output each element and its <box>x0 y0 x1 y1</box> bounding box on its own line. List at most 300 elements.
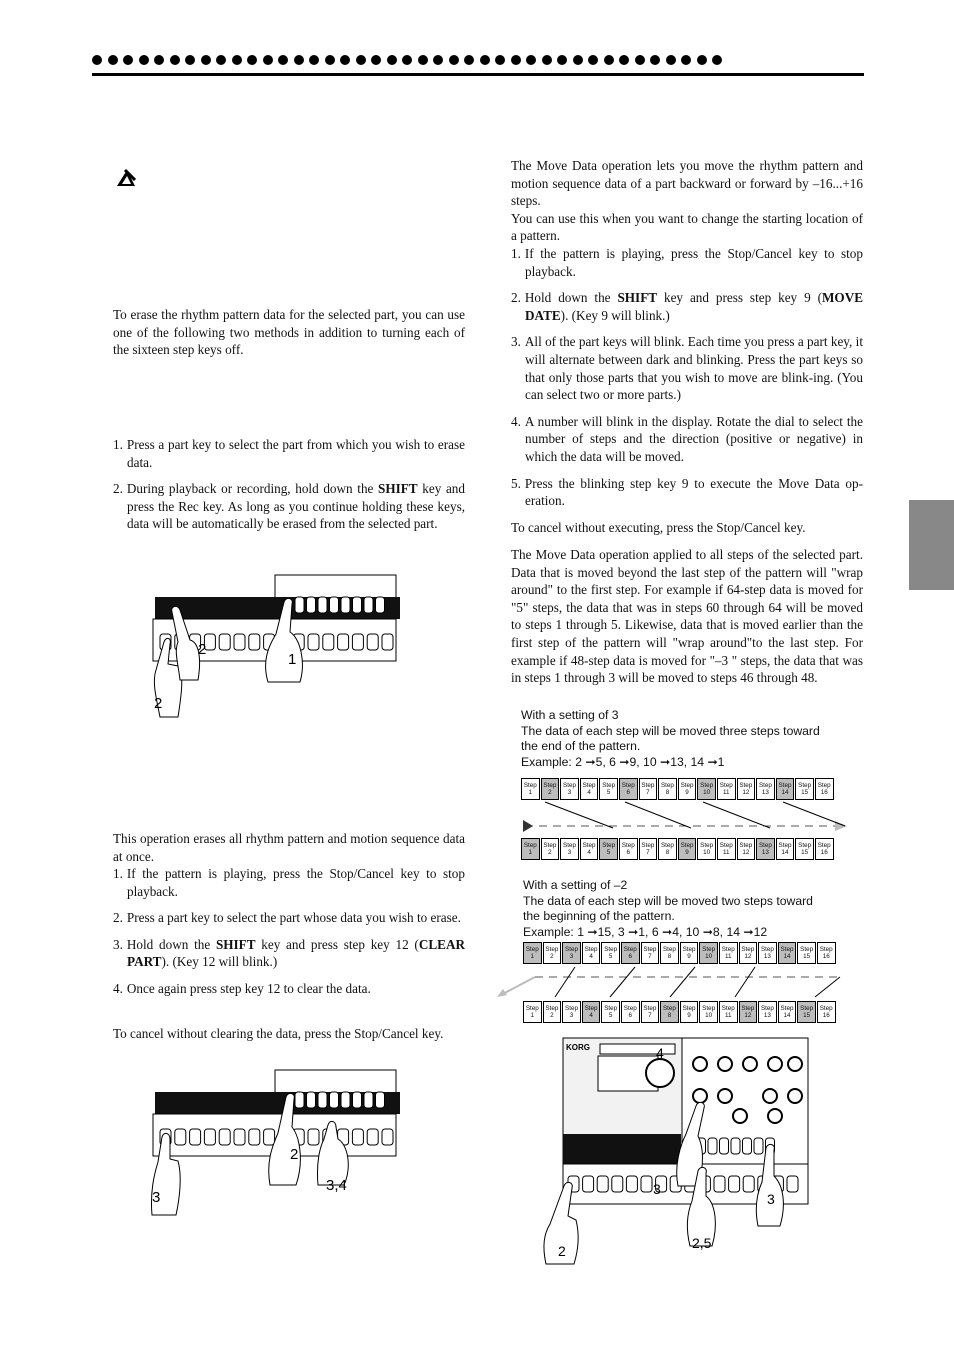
step-cell <box>776 838 795 860</box>
step-cell-word: Step <box>758 842 772 849</box>
step-cell <box>560 838 579 860</box>
step-cell-number: 11 <box>724 1012 732 1019</box>
step-number: 3. <box>511 334 521 350</box>
step-key <box>264 1129 275 1145</box>
header-dot <box>371 55 381 65</box>
header-rule <box>92 73 864 76</box>
step-cell-number: 10 <box>703 849 711 856</box>
step-cell-number: 7 <box>648 1012 652 1019</box>
step-cell-word: Step <box>778 842 792 849</box>
step-cell <box>639 838 658 860</box>
example2-heading: With a setting of –2 <box>523 878 628 892</box>
step-text: All of the part keys will blink. Each time you press a part key, it will alternate between dark and blinking. Press the part keys so that only those parts that you wish to move are blink-ing. (You can select two or more parts.) <box>524 334 863 403</box>
numbered-step <box>113 909 465 927</box>
header-dot <box>619 55 629 65</box>
step-cell-word: Step <box>798 842 812 849</box>
step-cell-number: 2 <box>548 789 552 796</box>
header-dot <box>139 55 149 65</box>
step-cell-number: 12 <box>744 1012 752 1019</box>
header-dot <box>557 55 567 65</box>
step-cell-number: 14 <box>781 849 789 856</box>
step-cell <box>817 1001 836 1023</box>
step-cell <box>739 1001 758 1023</box>
fig3-label: 3 <box>767 1191 775 1207</box>
step-text: During playback or recording, hold down the <box>126 481 379 497</box>
header-dot <box>433 55 443 65</box>
step-cell <box>562 942 581 964</box>
fig3-label: 4 <box>656 1045 664 1061</box>
step-cell-word: Step <box>798 782 812 789</box>
step-cell-word: Step <box>621 842 635 849</box>
step-cell-number: 9 <box>685 849 689 856</box>
step-key <box>353 1092 362 1108</box>
step-cell-word: Step <box>700 782 714 789</box>
header-dot <box>604 55 614 65</box>
example1-bottom-row <box>521 838 835 860</box>
example2-arrows <box>495 965 855 1001</box>
step-cell-number: 11 <box>724 953 732 960</box>
step-key <box>754 1138 763 1154</box>
step-cell-word: Step <box>582 782 596 789</box>
step-cell-word: Step <box>702 1005 716 1012</box>
step-key <box>219 634 230 650</box>
step-cell-word: Step <box>525 1005 539 1012</box>
step-bold: SHIFT <box>215 936 256 952</box>
header-dot <box>418 55 428 65</box>
knob-icon <box>768 1109 782 1123</box>
step-cell <box>756 778 775 800</box>
step-cell-word: Step <box>680 842 694 849</box>
step-cell <box>621 942 640 964</box>
step-cell <box>641 942 660 964</box>
step-text: key and press the Rec key. As long as you continue holding these keys, data will be automatically be erased from the selected part. <box>127 481 465 532</box>
step-cell-number: 3 <box>567 789 572 796</box>
step-cell <box>678 838 697 860</box>
step-cell <box>541 778 560 800</box>
step-cell <box>797 942 816 964</box>
step-cell-word: Step <box>682 1005 696 1012</box>
step-key <box>295 597 304 613</box>
step-cell-word: Step <box>719 842 733 849</box>
figure-erase-keys <box>150 572 400 722</box>
step-text: ). (Key 12 will blink.) <box>161 954 278 970</box>
header-dot-row <box>92 55 762 67</box>
step-bold: SHIFT <box>378 481 418 497</box>
step-cell-number: 13 <box>763 1012 771 1019</box>
move-steps <box>511 245 863 519</box>
step-cell-number: 16 <box>820 849 828 856</box>
step-cell-number: 14 <box>781 789 789 796</box>
step-key <box>731 1138 740 1154</box>
step-cell-number: 9 <box>687 1012 691 1019</box>
step-cell <box>599 778 618 800</box>
step-cell-number: 14 <box>783 1012 791 1019</box>
header-dot <box>449 55 459 65</box>
step-cell-word: Step <box>702 946 716 953</box>
header-dot <box>480 55 490 65</box>
step-cell-word: Step <box>621 782 635 789</box>
header-dot <box>356 55 366 65</box>
step-key <box>714 1176 725 1192</box>
example1-desc2: the end of the pattern. <box>521 739 641 753</box>
step-cell-number: 15 <box>801 789 809 796</box>
step-cell-number: 9 <box>687 953 691 960</box>
step-key <box>352 1129 363 1145</box>
example2-example: Example: 1 ➞15, 3 ➞1, 6 ➞4, 10 ➞8, 14 ➞12 <box>523 924 768 939</box>
step-number: 2. <box>511 290 521 306</box>
knob-icon <box>718 1089 732 1103</box>
step-cell-word: Step <box>680 782 694 789</box>
step-cell-number: 6 <box>626 789 631 796</box>
example2-desc2: the beginning of the pattern. <box>523 909 675 923</box>
step-cell-number: 6 <box>628 1012 633 1019</box>
step-cell <box>697 838 716 860</box>
clear-cancel: To cancel without clearing the data, press the Stop/Cancel key. <box>113 1026 444 1041</box>
step-cell-number: 5 <box>608 953 613 960</box>
step-cell-word: Step <box>543 842 557 849</box>
step-cell-word: Step <box>780 946 794 953</box>
step-cell <box>815 838 834 860</box>
step-cell-word: Step <box>741 1005 755 1012</box>
chapter-tab <box>909 500 954 590</box>
header-dot <box>387 55 397 65</box>
clear-intro: This operation erases all rhythm pattern and motion sequence data at once. <box>113 831 465 864</box>
step-cell <box>717 778 736 800</box>
step-cell-number: 13 <box>761 789 769 796</box>
step-cell-word: Step <box>819 1005 833 1012</box>
step-cell-word: Step <box>643 946 657 953</box>
step-cell <box>580 778 599 800</box>
step-cell-number: 10 <box>705 1012 713 1019</box>
step-cell-number: 2 <box>548 849 552 856</box>
step-key <box>708 1138 717 1154</box>
step-key <box>308 1129 319 1145</box>
step-cell-number: 2 <box>550 1012 554 1019</box>
step-cell-word: Step <box>721 1005 735 1012</box>
step-cell-word: Step <box>760 1005 774 1012</box>
step-cell <box>678 778 697 800</box>
step-cell-number: 8 <box>665 849 670 856</box>
step-cell-number: 5 <box>606 789 611 796</box>
step-cell <box>719 1001 738 1023</box>
step-cell-word: Step <box>800 1005 814 1012</box>
numbered-step <box>511 475 863 510</box>
step-cell-word: Step <box>602 842 616 849</box>
step-cell-number: 5 <box>606 849 611 856</box>
header-dot <box>495 55 505 65</box>
numbered-step <box>113 480 465 533</box>
step-key <box>249 1129 260 1145</box>
step-cell-word: Step <box>660 782 674 789</box>
header-dot <box>340 55 350 65</box>
step-key <box>641 1176 652 1192</box>
header-dot <box>712 55 722 65</box>
step-text: Hold down the <box>524 290 618 306</box>
step-cell-number: 3 <box>567 849 572 856</box>
step-key <box>743 1138 752 1154</box>
step-bold: CLEAR PART <box>127 936 465 970</box>
step-cell-number: 9 <box>685 789 689 796</box>
step-cell <box>817 942 836 964</box>
step-text: ). (Key 9 will blink.) <box>560 307 670 323</box>
header-dot <box>635 55 645 65</box>
step-cell-number: 8 <box>667 953 672 960</box>
step-cell <box>619 778 638 800</box>
step-key <box>338 634 349 650</box>
step-cell-word: Step <box>662 946 676 953</box>
step-cell-number: 3 <box>569 953 574 960</box>
step-number: 4. <box>113 980 123 996</box>
step-key <box>382 634 393 650</box>
step-cell-word: Step <box>565 1005 578 1012</box>
step-key <box>204 1129 215 1145</box>
step-text: key and press step key 9 ( <box>657 290 822 306</box>
step-cell-word: Step <box>760 946 774 953</box>
step-cell <box>797 1001 816 1023</box>
step-cell <box>601 942 620 964</box>
knob-icon <box>788 1057 802 1071</box>
step-cell <box>815 778 834 800</box>
step-text: key and press step key 12 ( <box>255 936 419 952</box>
step-cell-number: 1 <box>530 953 535 960</box>
step-cell <box>541 838 560 860</box>
fig2-label: 3,4 <box>326 1177 347 1194</box>
fig1-label: 2 <box>154 695 163 712</box>
step-cell-number: 4 <box>587 789 591 796</box>
header-dot <box>232 55 242 65</box>
step-bold: SHIFT <box>617 290 658 306</box>
step-key <box>295 1092 304 1108</box>
step-key <box>367 1129 378 1145</box>
step-key <box>307 597 316 613</box>
step-key <box>729 1176 740 1192</box>
step-key <box>175 1129 186 1145</box>
step-cell-number: 7 <box>646 789 650 796</box>
step-key <box>318 597 327 613</box>
step-cell <box>621 1001 640 1023</box>
header-dot <box>666 55 676 65</box>
step-cell <box>641 1001 660 1023</box>
numbered-step <box>511 289 863 324</box>
header-dot <box>247 55 257 65</box>
header-dot <box>294 55 304 65</box>
step-cell <box>660 942 679 964</box>
example1-heading: With a setting of 3 <box>521 708 619 722</box>
korg-logo: KORG <box>566 1043 590 1052</box>
figure-clear-keys <box>150 1067 400 1217</box>
step-cell-word: Step <box>602 782 616 789</box>
header-dot <box>588 55 598 65</box>
move-cancel: To cancel without executing, press the Stop/Cancel key. <box>511 520 806 535</box>
step-cell-number: 2 <box>550 953 554 960</box>
step-cell-number: 8 <box>665 789 670 796</box>
step-cell-word: Step <box>778 782 792 789</box>
step-cell-word: Step <box>739 842 753 849</box>
header-dot <box>108 55 118 65</box>
step-cell-word: Step <box>545 946 559 953</box>
knob-icon <box>693 1089 707 1103</box>
step-cell-number: 8 <box>667 1012 672 1019</box>
step-cell-word: Step <box>721 946 735 953</box>
step-key <box>612 1176 623 1192</box>
step-cell-word: Step <box>565 946 578 953</box>
header-dot <box>123 55 133 65</box>
step-cell-word: Step <box>525 946 539 953</box>
step-text: Press a part key to select the part from which you wish to erase data. <box>126 437 465 470</box>
header-dot <box>681 55 691 65</box>
header-dot <box>650 55 660 65</box>
step-cell-number: 1 <box>528 849 533 856</box>
step-cell-number: 12 <box>742 789 750 796</box>
step-cell-word: Step <box>623 946 637 953</box>
example2-bottom-row <box>523 1001 837 1023</box>
step-cell <box>778 942 797 964</box>
step-cell-word: Step <box>643 1005 657 1012</box>
move-intro <box>511 157 863 245</box>
step-cell <box>737 838 756 860</box>
step-cell-number: 15 <box>803 953 811 960</box>
numbered-step <box>511 245 863 280</box>
step-cell <box>756 838 775 860</box>
step-cell-word: Step <box>604 1005 618 1012</box>
caution-pencil-icon <box>116 168 136 188</box>
step-cell-word: Step <box>543 782 557 789</box>
step-key <box>364 597 373 613</box>
move-intro2-text: You can use this when you want to change the starting location of a pattern. <box>511 210 863 244</box>
example2-text <box>523 878 863 940</box>
step-number: 3. <box>113 936 123 952</box>
step-cell <box>699 1001 718 1023</box>
fig3-label: 2 <box>558 1243 566 1259</box>
header-dot <box>278 55 288 65</box>
step-key <box>353 597 362 613</box>
header-dot <box>92 55 102 65</box>
step-cell <box>717 838 736 860</box>
step-text: Press a part key to select the part whose data you wish to erase. <box>126 910 461 926</box>
step-cell <box>658 778 677 800</box>
step-text: If the pattern is playing, press the Stop/Cancel key to stop playback. <box>524 246 863 279</box>
header-dot <box>154 55 164 65</box>
step-cell-word: Step <box>545 1005 559 1012</box>
knob-icon <box>733 1109 747 1123</box>
header-dot <box>309 55 319 65</box>
header-dot <box>526 55 536 65</box>
step-cell-word: Step <box>623 1005 637 1012</box>
wrap-explanation: The Move Data operation applied to all steps of the selected part. Data that is moved beyond the last step of the pattern will "wrap around" to the first step. For example if 64-step data is moved for "5" steps, the data that was in steps 60 through 64 will be moved to steps 1 through 5. Likewise, data that is moved earlier than the first step of the pattern will "wrap around"to the last step. For example if 48-step data is moved for "–3 " steps, the data that was in steps 1 through 3 will be moved to steps 46 through 48. <box>511 547 863 686</box>
step-cell-number: 7 <box>646 849 650 856</box>
step-cell-word: Step <box>584 946 598 953</box>
step-cell <box>778 1001 797 1023</box>
step-cell <box>582 942 601 964</box>
erase-intro: To erase the rhythm pattern data for the selected part, you can use one of the following two methods in addition to turning each of the sixteen step keys off. <box>113 307 465 358</box>
step-key <box>318 1092 327 1108</box>
numbered-step <box>113 980 465 998</box>
step-cell-word: Step <box>758 782 772 789</box>
fig3-label: 3 <box>653 1181 661 1197</box>
step-cell-number: 13 <box>761 849 769 856</box>
step-cell-number: 15 <box>801 849 809 856</box>
step-cell-number: 15 <box>803 1012 811 1019</box>
clear-steps <box>113 865 465 1007</box>
step-cell-number: 12 <box>742 849 750 856</box>
step-cell-number: 11 <box>722 789 730 796</box>
step-key <box>352 634 363 650</box>
step-cell-number: 3 <box>569 1012 574 1019</box>
header-dot <box>201 55 211 65</box>
step-cell-number: 10 <box>705 953 713 960</box>
step-cell-word: Step <box>719 782 733 789</box>
step-cell-word: Step <box>682 946 696 953</box>
step-number: 1. <box>511 246 521 261</box>
step-cell-word: Step <box>800 946 814 953</box>
header-dot <box>185 55 195 65</box>
knob-icon <box>763 1089 777 1103</box>
header-dot <box>216 55 226 65</box>
step-cell-number: 4 <box>589 1012 593 1019</box>
step-cell <box>523 942 542 964</box>
header-dot <box>170 55 180 65</box>
header-dot <box>542 55 552 65</box>
step-cell-number: 13 <box>763 953 771 960</box>
step-cell <box>543 1001 562 1023</box>
step-cell-word: Step <box>604 946 618 953</box>
example1-desc1: The data of each step will be moved three steps toward <box>521 723 820 738</box>
header-dot <box>511 55 521 65</box>
numbered-step <box>511 413 863 466</box>
step-cell-word: Step <box>739 782 753 789</box>
fig1-label: 1 <box>288 651 297 668</box>
step-cell-word: Step <box>563 782 576 789</box>
step-key <box>341 597 350 613</box>
step-key <box>234 1129 245 1145</box>
example1-arrows <box>515 800 855 840</box>
step-cell <box>658 838 677 860</box>
step-cell-number: 6 <box>626 849 631 856</box>
knob-icon <box>788 1089 802 1103</box>
step-key <box>720 1138 729 1154</box>
step-cell <box>580 838 599 860</box>
step-key <box>308 634 319 650</box>
step-cell <box>758 942 777 964</box>
step-cell-word: Step <box>817 782 831 789</box>
erase-steps <box>113 436 465 542</box>
step-text: Once again press step key 12 to clear the data. <box>126 980 371 996</box>
step-key <box>234 634 245 650</box>
step-key <box>376 597 385 613</box>
step-cell-word: Step <box>641 842 655 849</box>
step-text: A number will blink in the display. Rotate the dial to select the number of steps and the direction (positive or negative) in which the data will be moved. <box>524 413 863 464</box>
step-cell <box>660 1001 679 1023</box>
example1-top-row <box>521 778 835 800</box>
step-number: 1. <box>113 866 123 881</box>
knob-icon <box>693 1057 707 1071</box>
step-key <box>330 1092 339 1108</box>
fig2-label: 2 <box>290 1146 299 1163</box>
step-cell <box>795 838 814 860</box>
example2-desc1: The data of each step will be moved two steps toward <box>523 893 813 908</box>
header-dot <box>573 55 583 65</box>
numbered-step <box>113 865 465 900</box>
step-key <box>597 1176 608 1192</box>
figure-move-data <box>540 1036 810 1266</box>
step-cell <box>680 1001 699 1023</box>
step-number: 4. <box>511 413 521 429</box>
step-cell <box>599 838 618 860</box>
step-cell-number: 16 <box>822 1012 830 1019</box>
step-key <box>307 1092 316 1108</box>
step-cell-word: Step <box>741 946 755 953</box>
step-text: Hold down the <box>126 936 216 952</box>
